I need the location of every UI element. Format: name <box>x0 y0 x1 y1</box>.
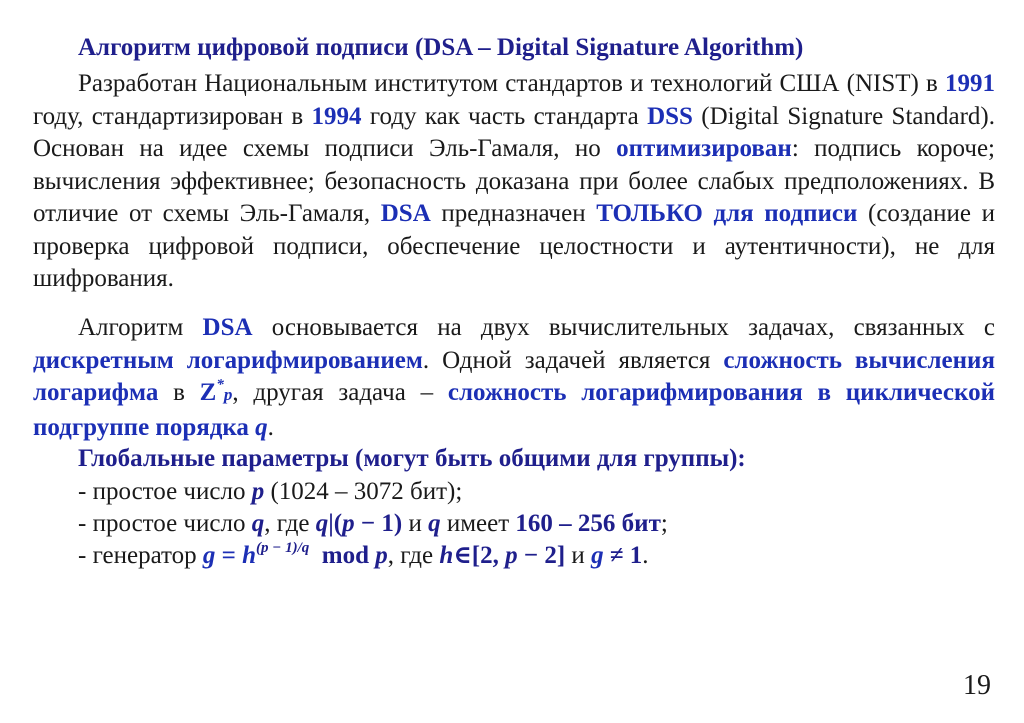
page-number: 19 <box>963 670 991 701</box>
paragraph-foundations: Алгоритм DSA основывается на двух вычислительных задачах, связанных с дискретным логарифмированием. Одной задачей является сложность вычисления логарифма в Z*p, другая задача – сложность логарифмирования в циклической подгруппе порядка q. <box>33 314 995 441</box>
paragraph-history: Разработан Национальным институтом стандартов и технологий США (NIST) в 1991 году, стандартизирован в 1994 году как часть стандарта DSS (Digital Signature Standard). Основан на идее схемы подписи Эль-Гамаля, но оптимизирован: подпись короче; вычисления эффективнее; безопасность доказана при более слабых предположениях. В отличие от схемы Эль-Гамаля, DSA предназначен ТОЛЬКО для подписи (создание и проверка цифровой подписи, обеспечение целостности и аутентичности), не для шифрования. <box>33 70 996 292</box>
param-g: - генератор $g = h^{(p - 1)/q}$ mod p, где h∈[2, p − 2] и g ≠ 1. <box>78 540 649 569</box>
slide-title: Алгоритм цифровой подписи (DSA – Digital Signature Algorithm) <box>78 34 804 61</box>
param-p: - простое число p (1024 – 3072 бит); <box>78 478 463 505</box>
param-q: - простое число q, где q|(p − 1) и q имеет 160 – 256 бит; <box>78 510 668 537</box>
global-params-heading: Глобальные параметры (могут быть общими для группы): <box>78 445 746 472</box>
